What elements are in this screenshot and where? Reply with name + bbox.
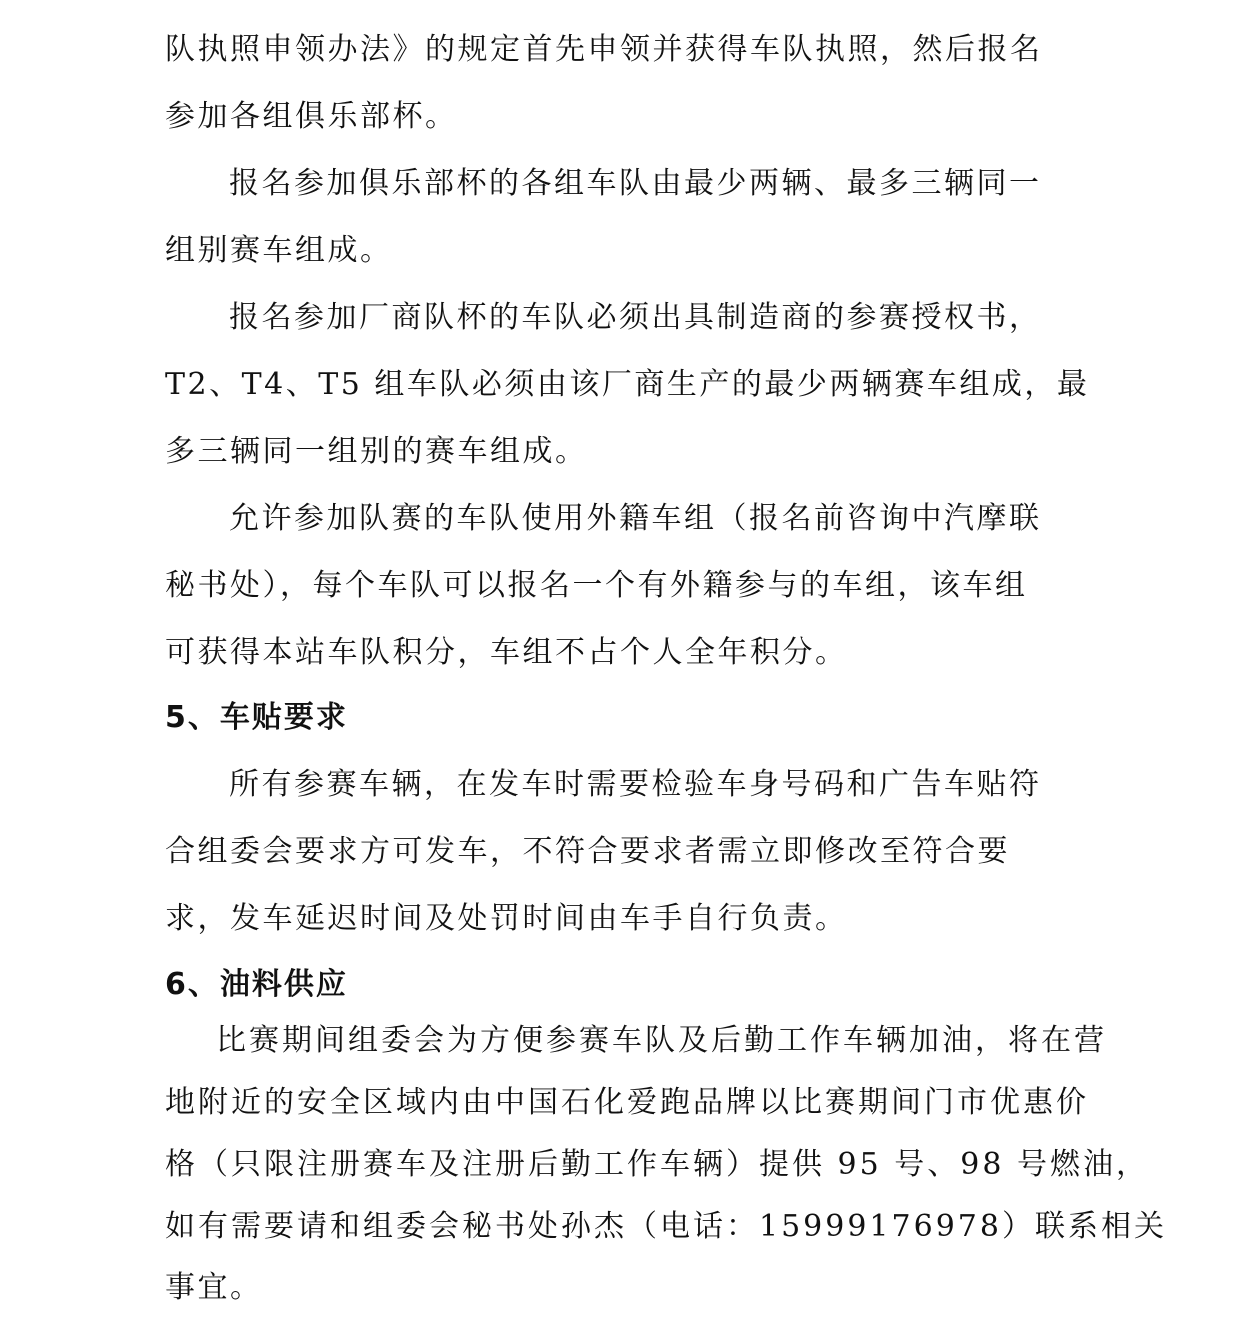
paragraph-line: 可获得本站车队积分，车组不占个人全年积分。 <box>165 635 848 670</box>
paragraph-line: 地附近的安全区域内由中国石化爱跑品牌以比赛期间门市优惠价 <box>165 1085 1089 1120</box>
paragraph-line: 秘书处），每个车队可以报名一个有外籍参与的车组，该车组 <box>165 568 1028 603</box>
paragraph-line: 所有参赛车辆，在发车时需要检验车身号码和广告车贴符 <box>229 767 1042 802</box>
paragraph-line: 允许参加队赛的车队使用外籍车组（报名前咨询中汽摩联 <box>229 501 1042 536</box>
paragraph-line: 组别赛车组成。 <box>165 233 393 268</box>
paragraph-line: 事宜。 <box>165 1270 263 1305</box>
paragraph-line: 报名参加俱乐部杯的各组车队由最少两辆、最多三辆同一 <box>229 166 1042 201</box>
paragraph-line: 如有需要请和组委会秘书处孙杰（电话：15999176978）联系相关 <box>165 1209 1167 1244</box>
paragraph-line: 报名参加厂商队杯的车队必须出具制造商的参赛授权书， <box>229 300 1042 335</box>
section-heading-fuel-supply: 6、油料供应 <box>165 967 348 1002</box>
paragraph-line: 求，发车延迟时间及处罚时间由车手自行负责。 <box>165 901 848 936</box>
paragraph-line: 比赛期间组委会为方便参赛车队及后勤工作车辆加油，将在营 <box>216 1023 1107 1058</box>
paragraph-line: T2、T4、T5 组车队必须由该厂商生产的最少两辆赛车组成，最 <box>165 367 1090 402</box>
paragraph-line: 队执照申领办法》的规定首先申领并获得车队执照，然后报名 <box>165 32 1043 67</box>
paragraph-line: 多三辆同一组别的赛车组成。 <box>165 434 588 469</box>
paragraph-line: 参加各组俱乐部杯。 <box>165 99 458 134</box>
paragraph-line: 合组委会要求方可发车，不符合要求者需立即修改至符合要 <box>165 834 1010 869</box>
paragraph-line: 格（只限注册赛车及注册后勤工作车辆）提供 95 号、98 号燃油， <box>165 1147 1149 1182</box>
section-heading-sticker-requirements: 5、车贴要求 <box>165 700 348 735</box>
